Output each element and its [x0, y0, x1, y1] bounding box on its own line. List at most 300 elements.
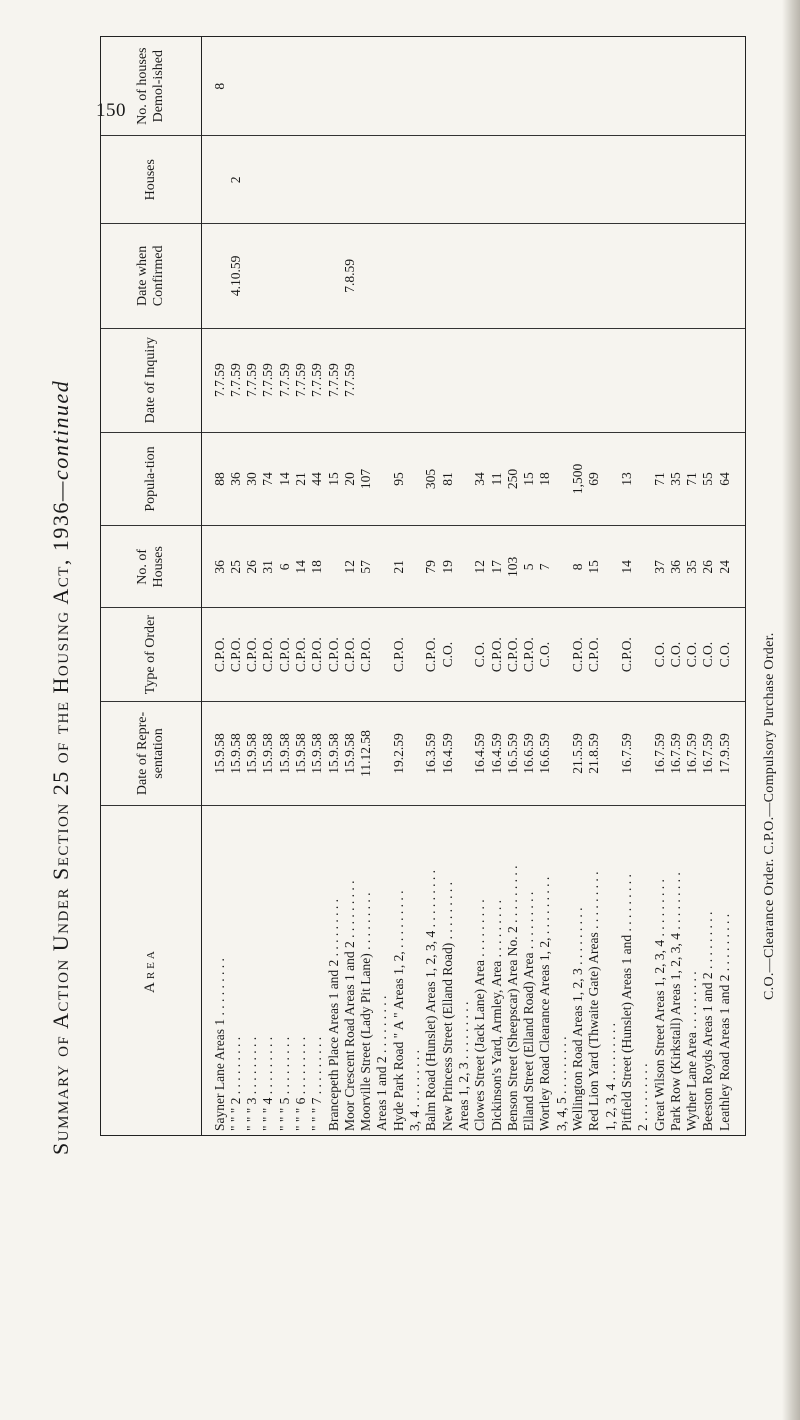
type-of-order-column: [201, 608, 745, 701]
cell-houses: [554, 526, 570, 607]
cell-type: C.P.O.: [618, 637, 634, 673]
cell-pop: 107: [358, 468, 374, 490]
cell-rep: 15.9.58: [325, 733, 341, 774]
cell-inq: [554, 329, 570, 432]
cell-conf: [358, 224, 374, 327]
cell-type: [635, 608, 651, 700]
cell-hs: [212, 136, 228, 223]
cell-rep: 15.9.58: [292, 733, 308, 774]
cell-hs: [309, 136, 325, 223]
cell-hs: [489, 136, 505, 223]
cell-rep: 15.9.58: [309, 733, 325, 774]
cell-hs: [521, 136, 537, 223]
page-number: 150: [96, 100, 126, 121]
cell-conf: [440, 224, 456, 327]
cell-hs: [652, 136, 668, 223]
cell-inq: [717, 329, 733, 432]
cell-hs: [586, 136, 602, 223]
cell-dem: 8: [211, 82, 227, 90]
cell-pop: 18: [537, 472, 553, 486]
cell-houses: 26: [244, 560, 260, 574]
cell-rep: [374, 702, 390, 805]
cell-area: 2 . . . . . . . . .: [635, 1063, 651, 1131]
running-head-title: Summary of Action Under Section 25 of the Housing Act, 1936: [48, 501, 73, 1155]
cell-area: Sayner Lane Areas 1 . . . . . . . . .: [211, 958, 227, 1131]
cell-pop: 71: [684, 472, 700, 486]
cell-area: New Princess Street (Elland Road) . . . . . . . . .: [439, 882, 455, 1131]
houses-demolished-column: [201, 37, 745, 136]
cell-conf: [244, 224, 260, 327]
cell-pop: 20: [341, 472, 357, 486]
cell-pop: 35: [667, 472, 683, 486]
cell-type: C.O.: [472, 641, 488, 668]
cell-inq: [586, 329, 602, 432]
cell-inq: [570, 329, 586, 432]
cell-type: C.O.: [537, 641, 553, 668]
cell-houses: 36: [211, 560, 227, 574]
cell-inq: [505, 329, 521, 432]
cell-hs: [505, 136, 521, 223]
cell-houses: [374, 526, 390, 607]
cell-inq: [440, 329, 456, 432]
cell-area: Park Row (Kirkstall) Areas 1, 2, 3, 4 . . . . . . . . .: [667, 872, 683, 1131]
cell-houses: 17: [488, 560, 504, 574]
cell-rep: 16.6.59: [537, 733, 553, 774]
cell-inq: [391, 329, 407, 432]
cell-area: Leathley Road Areas 1 and 2 . . . . . . . . .: [716, 913, 732, 1131]
cell-conf: [456, 224, 472, 327]
cell-pop: 1,500: [570, 463, 586, 495]
cell-hs: [554, 136, 570, 223]
header-houses: Houses: [101, 136, 201, 224]
cell-type: C.O.: [439, 641, 455, 668]
cell-inq: [619, 329, 635, 432]
cell-pop: 30: [244, 472, 260, 486]
cell-dem: [586, 37, 602, 135]
cell-houses: 26: [700, 560, 716, 574]
cell-area: Areas 1 and 2 . . . . . . . . .: [374, 995, 390, 1131]
cell-area: Red Lion Yard (Thwaite Gate) Areas . . . . . . . . .: [586, 871, 602, 1131]
cell-conf: [374, 224, 390, 327]
cell-type: C.O.: [700, 641, 716, 668]
cell-conf: [260, 224, 276, 327]
cell-conf: [505, 224, 521, 327]
date-representation-column: [201, 701, 745, 805]
cell-rep: 17.9.59: [716, 733, 732, 774]
cell-conf: [293, 224, 309, 327]
cell-area: Moorville Street (Lady Pit Lane) . . . . . . . . .: [358, 892, 374, 1131]
cell-type: [374, 608, 390, 700]
cell-area: Wellington Road Areas 1, 2, 3 . . . . . . . . .: [570, 907, 586, 1131]
cell-hs: [717, 136, 733, 223]
cell-houses: 57: [358, 560, 374, 574]
cell-hs: [603, 136, 619, 223]
cell-type: C.P.O.: [211, 637, 227, 673]
cell-type: C.P.O.: [276, 637, 292, 673]
cell-rep: 16.6.59: [521, 733, 537, 774]
cell-conf: [326, 224, 342, 327]
cell-dem: [472, 37, 488, 135]
cell-rep: 19.2.59: [390, 733, 406, 774]
cell-area: 3, 4, 5 . . . . . . . . .: [553, 1036, 569, 1131]
cell-rep: 15.9.58: [211, 733, 227, 774]
cell-area: Elland Street (Elland Road) Area . . . . . . . . .: [521, 891, 537, 1131]
cell-inq: [489, 329, 505, 432]
cell-dem: [391, 37, 407, 135]
cell-rep: 11.12.58: [358, 730, 374, 777]
cell-conf: [391, 224, 407, 327]
cell-houses: 12: [341, 560, 357, 574]
cell-conf: [717, 224, 733, 327]
cell-dem: [244, 37, 260, 135]
houses-column: [201, 136, 745, 224]
cell-pop: 34: [472, 472, 488, 486]
cell-rep: [407, 702, 423, 805]
cell-houses: 21: [390, 560, 406, 574]
cell-houses: 36: [667, 560, 683, 574]
cell-type: C.O.: [684, 641, 700, 668]
cell-hs: 2: [227, 176, 243, 184]
cell-inq: [407, 329, 423, 432]
cell-hs: [244, 136, 260, 223]
cell-dem: [619, 37, 635, 135]
cell-area: Brancepeth Place Areas 1 and 2 . . . . . . . . .: [325, 898, 341, 1131]
cell-inq: 7.7.59: [309, 363, 325, 398]
cell-houses: 37: [651, 560, 667, 574]
cell-type: C.P.O.: [244, 637, 260, 673]
cell-area: Pitfield Street (Hunslet) Areas 1 and . . . . . . . . .: [618, 874, 634, 1131]
cell-area: Areas 1, 2, 3 . . . . . . . . .: [455, 1001, 471, 1131]
cell-pop: 305: [423, 468, 439, 490]
cell-houses: 24: [716, 560, 732, 574]
cell-houses: 18: [309, 560, 325, 574]
cell-area: " " " 7 . . . . . . . . .: [309, 1036, 325, 1131]
cell-rep: 16.7.59: [618, 733, 634, 774]
cell-houses: [326, 526, 342, 607]
cell-type: [456, 608, 472, 700]
cell-inq: [700, 329, 716, 432]
cell-dem: [668, 37, 684, 135]
cell-hs: [635, 136, 651, 223]
cell-rep: 21.5.59: [570, 733, 586, 774]
cell-area: " " " 3 . . . . . . . . .: [244, 1036, 260, 1131]
cell-dem: [554, 37, 570, 135]
cell-area: " " " 5 . . . . . . . . .: [276, 1036, 292, 1131]
cell-pop: 95: [390, 472, 406, 486]
cell-rep: 15.9.58: [341, 733, 357, 774]
cell-inq: [603, 329, 619, 432]
cell-conf: [537, 224, 553, 327]
header-population: Popula-tion: [101, 432, 201, 525]
cell-hs: [374, 136, 390, 223]
cell-inq: [374, 329, 390, 432]
cell-conf: [277, 224, 293, 327]
cell-houses: [635, 526, 651, 607]
cell-type: C.P.O.: [488, 637, 504, 673]
cell-type: [603, 608, 619, 700]
cell-conf: [489, 224, 505, 327]
cell-rep: [456, 702, 472, 805]
cell-houses: 5: [521, 563, 537, 571]
cell-area: " " " 4 . . . . . . . . .: [260, 1036, 276, 1131]
cell-houses: 31: [260, 560, 276, 574]
cell-inq: 7.7.59: [227, 363, 243, 398]
cell-pop: 36: [227, 472, 243, 486]
cell-rep: 15.9.58: [227, 733, 243, 774]
cell-area: 1, 2, 3, 4 . . . . . . . . .: [602, 1023, 618, 1131]
cell-conf: 4.10.59: [227, 255, 243, 297]
cell-rep: 16.7.59: [684, 733, 700, 774]
cell-houses: 79: [423, 560, 439, 574]
cell-hs: [358, 136, 374, 223]
cell-type: C.P.O.: [325, 637, 341, 673]
cell-conf: [407, 224, 423, 327]
running-head-suffix: —continued: [48, 379, 73, 502]
cell-inq: 7.7.59: [211, 363, 227, 398]
cell-type: C.P.O.: [586, 637, 602, 673]
cell-area: Wyther Lane Area . . . . . . . . .: [684, 971, 700, 1131]
header-date-of-inquiry: Date of Inquiry: [101, 328, 201, 432]
cell-inq: [423, 329, 439, 432]
cell-hs: [391, 136, 407, 223]
cell-rep: 16.7.59: [700, 733, 716, 774]
cell-type: C.P.O.: [292, 637, 308, 673]
cell-inq: 7.7.59: [276, 363, 292, 398]
cell-rep: 16.3.59: [423, 733, 439, 774]
cell-conf: [570, 224, 586, 327]
cell-rep: 21.8.59: [586, 733, 602, 774]
cell-area: Beeston Royds Areas 1 and 2 . . . . . . . . .: [700, 911, 716, 1131]
cell-houses: 15: [586, 560, 602, 574]
header-area: Area: [101, 806, 201, 1135]
cell-hs: [260, 136, 276, 223]
cell-dem: [489, 37, 505, 135]
cell-type: [407, 608, 423, 700]
cell-houses: 6: [276, 563, 292, 571]
cell-dem: [407, 37, 423, 135]
cell-pop: 71: [651, 472, 667, 486]
cell-pop: 15: [325, 472, 341, 486]
housing-action-table: [100, 36, 746, 1136]
cell-houses: 7: [537, 563, 553, 571]
cell-rep: 16.4.59: [472, 733, 488, 774]
header-date-representation: Date of Repre-sentation: [101, 701, 201, 805]
cell-pop: [554, 433, 570, 525]
cell-type: C.P.O.: [358, 637, 374, 673]
cell-rep: [603, 702, 619, 805]
cell-area: 3, 4 . . . . . . . . .: [407, 1050, 423, 1131]
cell-conf: [668, 224, 684, 327]
cell-pop: 64: [716, 472, 732, 486]
cell-pop: 13: [618, 472, 634, 486]
cell-houses: [407, 526, 423, 607]
cell-type: C.P.O.: [390, 637, 406, 673]
cell-dem: [293, 37, 309, 135]
cell-dem: [309, 37, 325, 135]
cell-inq: 7.7.59: [341, 363, 357, 398]
cell-conf: [635, 224, 651, 327]
cell-conf: [554, 224, 570, 327]
cell-dem: [440, 37, 456, 135]
cell-hs: [456, 136, 472, 223]
cell-hs: [700, 136, 716, 223]
cell-type: C.P.O.: [260, 637, 276, 673]
cell-area: Benson Street (Sheepscar) Area No. 2 . . . . . . . . .: [504, 865, 520, 1131]
cell-hs: [342, 136, 358, 223]
cell-pop: 44: [309, 472, 325, 486]
cell-hs: [423, 136, 439, 223]
population-column: [201, 432, 745, 525]
cell-dem: [326, 37, 342, 135]
cell-type: [554, 608, 570, 700]
cell-dem: [228, 37, 244, 135]
cell-houses: 12: [472, 560, 488, 574]
cell-pop: 88: [211, 472, 227, 486]
cell-dem: [603, 37, 619, 135]
cell-pop: [374, 433, 390, 525]
cell-dem: [700, 37, 716, 135]
cell-rep: 15.9.58: [276, 733, 292, 774]
cell-inq: 7.7.59: [292, 363, 308, 398]
page-edge-shadow: [782, 0, 800, 1420]
cell-conf: [521, 224, 537, 327]
cell-dem: [260, 37, 276, 135]
cell-type: C.P.O.: [423, 637, 439, 673]
cell-pop: 55: [700, 472, 716, 486]
cell-conf: [684, 224, 700, 327]
cell-dem: [684, 37, 700, 135]
cell-dem: [423, 37, 439, 135]
area-column: [201, 806, 745, 1135]
cell-dem: [358, 37, 374, 135]
cell-hs: [293, 136, 309, 223]
cell-area: " " " 6 . . . . . . . . .: [292, 1036, 308, 1131]
header-date-confirmed: Date when Confirmed: [101, 224, 201, 328]
cell-dem: [717, 37, 733, 135]
cell-rep: [635, 702, 651, 805]
cell-rep: [554, 702, 570, 805]
cell-area: Great Wilson Street Areas 1, 2, 3, 4 . . . . . . . . .: [651, 879, 667, 1131]
cell-type: C.P.O.: [504, 637, 520, 673]
cell-inq: [456, 329, 472, 432]
cell-pop: [407, 433, 423, 525]
cell-dem: [570, 37, 586, 135]
cell-houses: 103: [504, 556, 520, 577]
cell-houses: 14: [292, 560, 308, 574]
cell-hs: [472, 136, 488, 223]
cell-type: C.P.O.: [341, 637, 357, 673]
cell-inq: 7.7.59: [325, 363, 341, 398]
cell-conf: [586, 224, 602, 327]
cell-inq: 7.7.59: [244, 363, 260, 398]
cell-houses: [603, 526, 619, 607]
running-head: [48, 55, 74, 1155]
cell-hs: [440, 136, 456, 223]
cell-houses: 8: [570, 563, 586, 571]
cell-houses: 35: [684, 560, 700, 574]
cell-type: C.O.: [667, 641, 683, 668]
cell-type: C.P.O.: [309, 637, 325, 673]
cell-type: C.P.O.: [521, 637, 537, 673]
cell-rep: 16.7.59: [651, 733, 667, 774]
cell-pop: [635, 433, 651, 525]
cell-inq: [684, 329, 700, 432]
cell-pop: [456, 433, 472, 525]
cell-rep: 16.7.59: [667, 733, 683, 774]
cell-inq: [537, 329, 553, 432]
cell-pop: 11: [488, 472, 504, 486]
cell-dem: [277, 37, 293, 135]
cell-conf: [603, 224, 619, 327]
cell-pop: 81: [439, 472, 455, 486]
cell-inq: [652, 329, 668, 432]
header-no-of-houses: No. of Houses: [101, 526, 201, 608]
cell-inq: [668, 329, 684, 432]
cell-conf: [423, 224, 439, 327]
cell-inq: [472, 329, 488, 432]
cell-hs: [570, 136, 586, 223]
cell-dem: [537, 37, 553, 135]
cell-conf: [309, 224, 325, 327]
cell-inq: [521, 329, 537, 432]
cell-area: " " " 2 . . . . . . . . .: [227, 1036, 243, 1131]
cell-type: C.O.: [651, 641, 667, 668]
no-of-houses-column: [201, 526, 745, 608]
cell-conf: [472, 224, 488, 327]
cell-hs: [684, 136, 700, 223]
cell-hs: [668, 136, 684, 223]
cell-dem: [374, 37, 390, 135]
cell-type: C.P.O.: [570, 637, 586, 673]
cell-pop: 69: [586, 472, 602, 486]
cell-pop: 74: [260, 472, 276, 486]
footnote: C.O.—Clearance Order. C.P.O.—Compulsory Purchase Order.: [762, 632, 777, 1000]
cell-area: Moor Crescent Road Areas 1 and 2 . . . . . . . . .: [341, 880, 357, 1131]
date-of-inquiry-column: [201, 328, 745, 432]
date-confirmed-column: [201, 224, 745, 328]
cell-hs: [619, 136, 635, 223]
cell-rep: 15.9.58: [244, 733, 260, 774]
cell-area: Balm Road (Hunslet) Areas 1, 2, 3, 4 . . . . . . . . .: [423, 870, 439, 1131]
cell-pop: 14: [276, 472, 292, 486]
cell-rep: 16.4.59: [439, 733, 455, 774]
cell-rep: 16.4.59: [488, 733, 504, 774]
cell-hs: [277, 136, 293, 223]
cell-conf: [652, 224, 668, 327]
cell-hs: [537, 136, 553, 223]
cell-conf: [700, 224, 716, 327]
header-houses-demolished: No. of houses Demol-ished: [101, 37, 201, 136]
cell-dem: [521, 37, 537, 135]
cell-conf: [619, 224, 635, 327]
cell-pop: 21: [292, 472, 308, 486]
cell-houses: [456, 526, 472, 607]
cell-type: C.P.O.: [227, 637, 243, 673]
cell-inq: 7.7.59: [260, 363, 276, 398]
cell-pop: 15: [521, 472, 537, 486]
header-type-of-order: Type of Order: [101, 608, 201, 701]
cell-inq: [635, 329, 651, 432]
cell-area: Dickinson's Yard, Armley, Area . . . . . . . . .: [488, 899, 504, 1131]
cell-hs: [407, 136, 423, 223]
cell-houses: 25: [227, 560, 243, 574]
cell-hs: [326, 136, 342, 223]
cell-houses: 19: [439, 560, 455, 574]
cell-pop: 250: [504, 468, 520, 490]
cell-conf: [212, 224, 228, 327]
cell-area: Clowes Street (Jack Lane) Area . . . . . . . . .: [472, 899, 488, 1131]
cell-conf: 7.8.59: [341, 259, 357, 293]
